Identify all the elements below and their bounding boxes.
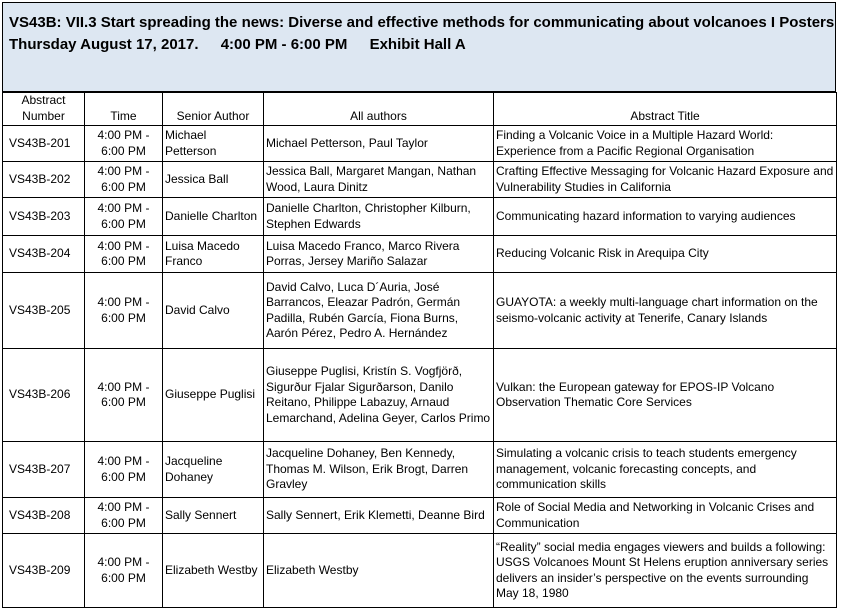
- abstract-number-cell: VS43B-206: [3, 349, 85, 442]
- time-cell: 4:00 PM - 6:00 PM: [85, 198, 163, 236]
- table-header-row: [3, 93, 837, 126]
- abstract-number-cell: VS43B-205: [3, 273, 85, 349]
- table-row: [3, 534, 837, 608]
- time-cell: 4:00 PM - 6:00 PM: [85, 442, 163, 498]
- all-authors-cell: Luisa Macedo Franco, Marco Rivera Porras, Jersey Mariño Salazar: [264, 236, 494, 273]
- senior-author-cell: Sally Sennert: [163, 498, 264, 534]
- senior-author-cell: David Calvo: [163, 273, 264, 349]
- abstract-title-cell: GUAYOTA: a weekly multi-language chart information on the seismo-volcanic activity at Tenerife, Canary Islands: [494, 273, 837, 349]
- all-authors-cell: Sally Sennert, Erik Klemetti, Deanne Bird: [264, 498, 494, 534]
- column-header-abstract-number: Abstract Number: [3, 93, 85, 126]
- session-location: Exhibit Hall A: [369, 36, 466, 53]
- abstract-number-cell: VS43B-208: [3, 498, 85, 534]
- column-header-abstract-title: Abstract Title: [494, 93, 837, 126]
- time-cell: 4:00 PM - 6:00 PM: [85, 236, 163, 273]
- abstract-title-cell: Simulating a volcanic crisis to teach students emergency management, volcanic forecasting concepts, and communication skills: [494, 442, 837, 498]
- senior-author-cell: Luisa Macedo Franco: [163, 236, 264, 273]
- all-authors-cell: Danielle Charlton, Christopher Kilburn, Stephen Edwards: [264, 198, 494, 236]
- table-row: [3, 236, 837, 273]
- session-title: VS43B: VII.3 Start spreading the news: Diverse and effective methods for communicating about volcanoes I Posters: [9, 14, 835, 31]
- session-sheet: [2, 2, 836, 608]
- senior-author-cell: Jacqueline Dohaney: [163, 442, 264, 498]
- abstract-title-cell: Crafting Effective Messaging for Volcanic Hazard Exposure and Vulnerability Studies in California: [494, 162, 837, 198]
- all-authors-cell: Elizabeth Westby: [264, 534, 494, 608]
- abstract-number-cell: VS43B-207: [3, 442, 85, 498]
- senior-author-cell: Michael Petterson: [163, 126, 264, 162]
- session-schedule: [9, 34, 835, 56]
- table-row: [3, 442, 837, 498]
- abstract-number-cell: VS43B-201: [3, 126, 85, 162]
- time-cell: 4:00 PM - 6:00 PM: [85, 162, 163, 198]
- session-date: Thursday August 17, 2017.: [9, 36, 199, 53]
- all-authors-cell: Jessica Ball, Margaret Mangan, Nathan Wood, Laura Dinitz: [264, 162, 494, 198]
- abstract-title-cell: Communicating hazard information to varying audiences: [494, 198, 837, 236]
- all-authors-cell: Michael Petterson, Paul Taylor: [264, 126, 494, 162]
- table-row: [3, 498, 837, 534]
- abstracts-table: [2, 92, 837, 608]
- abstract-number-cell: VS43B-203: [3, 198, 85, 236]
- abstract-title-cell: Reducing Volcanic Risk in Arequipa City: [494, 236, 837, 273]
- all-authors-cell: David Calvo, Luca D´Auria, José Barrancos, Eleazar Padrón, Germán Padilla, Rubén García, Fiona Burns, Aarón Pérez, Pedro A. Hernández: [264, 273, 494, 349]
- abstract-title-cell: Role of Social Media and Networking in Volcanic Crises and Communication: [494, 498, 837, 534]
- abstract-title-cell: Vulkan: the European gateway for EPOS-IP Volcano Observation Thematic Core Services: [494, 349, 837, 442]
- all-authors-cell: Giuseppe Puglisi, Kristín S. Vogfjörð, Sigurður Fjalar Sigurðarson, Danilo Reitano, Philippe Labazuy, Arnaud Lemarchand, Adelina Geyer, Carlos Primo: [264, 349, 494, 442]
- time-cell: 4:00 PM - 6:00 PM: [85, 534, 163, 608]
- time-cell: 4:00 PM - 6:00 PM: [85, 273, 163, 349]
- senior-author-cell: Elizabeth Westby: [163, 534, 264, 608]
- senior-author-cell: Danielle Charlton: [163, 198, 264, 236]
- all-authors-cell: Jacqueline Dohaney, Ben Kennedy, Thomas M. Wilson, Erik Brogt, Darren Gravley: [264, 442, 494, 498]
- abstract-number-cell: VS43B-209: [3, 534, 85, 608]
- abstract-number-cell: VS43B-204: [3, 236, 85, 273]
- table-row: [3, 349, 837, 442]
- table-row: [3, 273, 837, 349]
- abstract-title-cell: “Reality” social media engages viewers and builds a following: USGS Volcanoes Mount St Helens eruption anniversary series delivers an insider’s perspective on the events surrounding May 18, 1980: [494, 534, 837, 608]
- column-header-time: Time: [85, 93, 163, 126]
- senior-author-cell: Giuseppe Puglisi: [163, 349, 264, 442]
- time-cell: 4:00 PM - 6:00 PM: [85, 126, 163, 162]
- table-row: [3, 126, 837, 162]
- column-header-all-authors: All authors: [264, 93, 494, 126]
- session-banner: [2, 2, 836, 92]
- session-time: 4:00 PM - 6:00 PM: [220, 36, 348, 53]
- senior-author-cell: Jessica Ball: [163, 162, 264, 198]
- abstract-number-cell: VS43B-202: [3, 162, 85, 198]
- time-cell: 4:00 PM - 6:00 PM: [85, 498, 163, 534]
- abstract-title-cell: Finding a Volcanic Voice in a Multiple Hazard World: Experience from a Pacific Regional Organisation: [494, 126, 837, 162]
- column-header-senior-author: Senior Author: [163, 93, 264, 126]
- table-row: [3, 198, 837, 236]
- table-row: [3, 162, 837, 198]
- time-cell: 4:00 PM - 6:00 PM: [85, 349, 163, 442]
